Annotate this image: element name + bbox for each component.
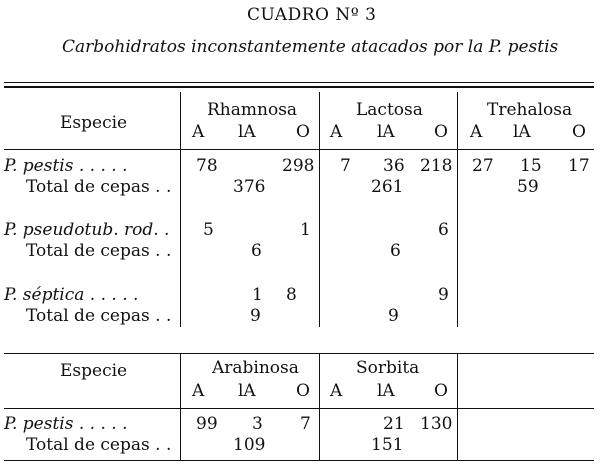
col-divider — [457, 92, 458, 327]
row-label-p-septica: P. séptica . . . . . — [4, 285, 139, 305]
especie-header: Especie — [60, 361, 128, 381]
cell-value: 218 — [420, 156, 453, 176]
total-value: 6 — [251, 241, 262, 261]
cell-value: 9 — [438, 285, 449, 305]
subheader-o: O — [434, 122, 448, 142]
col-divider — [457, 354, 458, 460]
subheader-o: O — [296, 122, 310, 142]
subheader-o: O — [296, 381, 310, 401]
cell-value: 99 — [196, 414, 218, 434]
group-header-rhamnosa: Rhamnosa — [207, 100, 298, 120]
total-value: 151 — [371, 435, 404, 455]
top-rule — [4, 82, 594, 83]
header-rule — [4, 408, 594, 409]
col-divider — [319, 92, 320, 327]
total-label: Total de cepas . . — [26, 241, 172, 261]
table-subtitle: Carbohidratos inconstantemente atacados por la P. pestis — [62, 37, 559, 57]
total-value: 59 — [517, 177, 539, 197]
total-value: 6 — [390, 241, 401, 261]
row-label-p-pestis: P. pestis . . . . . — [4, 414, 128, 434]
section-rule — [4, 353, 594, 354]
group-header-trehalosa: Trehalosa — [487, 100, 573, 120]
top-rule-thick — [4, 86, 594, 88]
subheader-la: lA — [377, 381, 395, 401]
total-value: 261 — [371, 177, 404, 197]
cell-value: 36 — [383, 156, 405, 176]
subheader-a: A — [330, 381, 343, 401]
subheader-a: A — [470, 122, 483, 142]
subheader-o: O — [572, 122, 586, 142]
cell-value: 6 — [438, 220, 449, 240]
cell-value: 1 — [300, 220, 311, 240]
col-divider — [319, 354, 320, 460]
subheader-la: lA — [513, 122, 531, 142]
especie-header: Especie — [60, 113, 128, 133]
cell-value: 27 — [472, 156, 494, 176]
cell-value: 7 — [340, 156, 351, 176]
total-label: Total de cepas . . — [26, 306, 172, 326]
cell-value: 7 — [300, 414, 311, 434]
header-rule — [4, 149, 594, 150]
cell-value: 17 — [568, 156, 590, 176]
subheader-a: A — [192, 122, 205, 142]
subheader-o: O — [434, 381, 448, 401]
total-label: Total de cepas . . — [26, 177, 172, 197]
cell-value: 130 — [420, 414, 453, 434]
total-label: Total de cepas . . — [26, 435, 172, 455]
subheader-a: A — [192, 381, 205, 401]
subheader-la: lA — [377, 122, 395, 142]
total-value: 109 — [233, 435, 266, 455]
cell-value: 298 — [282, 156, 315, 176]
group-header-arabinosa: Arabinosa — [212, 358, 299, 378]
group-header-lactosa: Lactosa — [356, 100, 423, 120]
cell-value: 3 — [252, 414, 263, 434]
cell-value: 21 — [383, 414, 405, 434]
subheader-a: A — [330, 122, 343, 142]
total-value: 9 — [388, 306, 399, 326]
table-caption: CUADRO Nº 3 — [247, 5, 377, 25]
cell-value: 8 — [286, 285, 297, 305]
col-divider — [180, 354, 181, 460]
cell-value: 78 — [196, 156, 218, 176]
cell-value: 1 — [252, 285, 263, 305]
bottom-rule — [4, 460, 594, 461]
group-header-sorbita: Sorbita — [356, 358, 420, 378]
cell-value: 5 — [203, 220, 214, 240]
total-value: 9 — [250, 306, 261, 326]
row-label-p-pseudotub: P. pseudotub. rod. . — [4, 220, 170, 240]
cell-value: 15 — [520, 156, 542, 176]
total-value: 376 — [233, 177, 266, 197]
subheader-la: lA — [238, 381, 256, 401]
subheader-la: lA — [238, 122, 256, 142]
row-label-p-pestis: P. pestis . . . . . — [4, 156, 128, 176]
col-divider — [180, 92, 181, 327]
